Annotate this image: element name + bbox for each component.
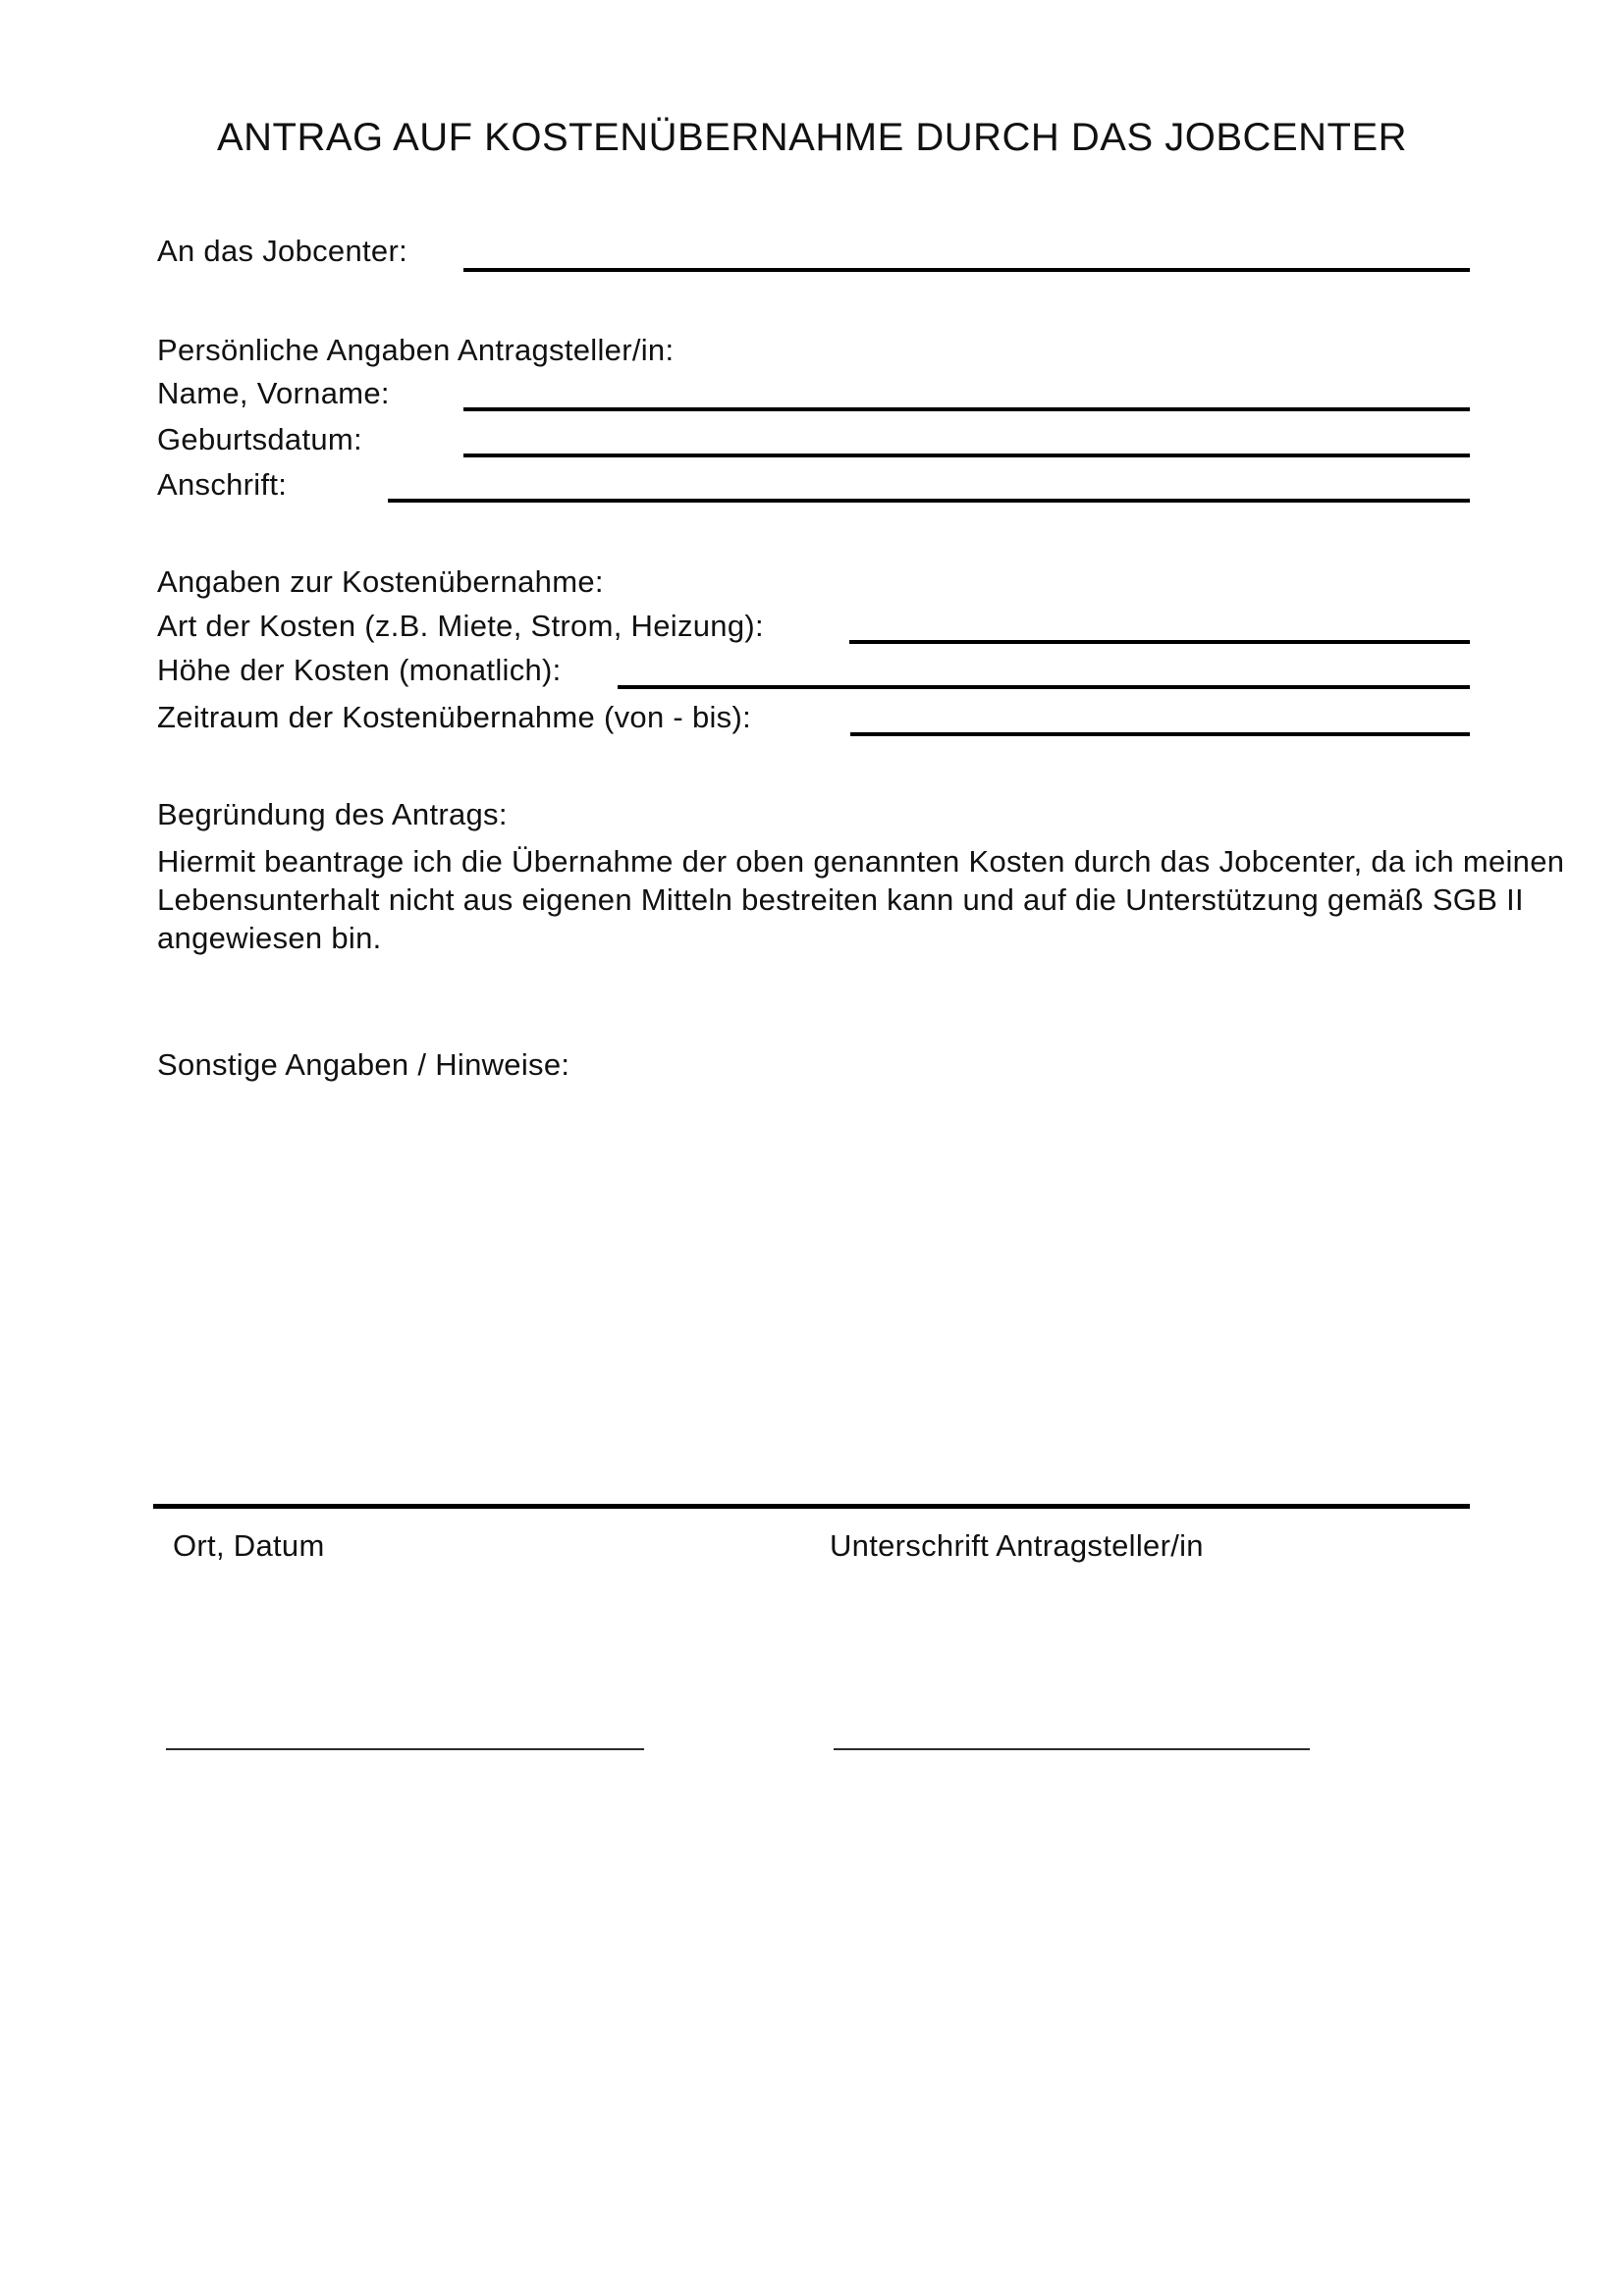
personal-section-heading: Persönliche Angaben Antragsteller/in:	[157, 333, 675, 367]
cost-amount-field-label: Höhe der Kosten (monatlich):	[157, 653, 562, 687]
costs-section-heading: Angaben zur Kostenübernahme:	[157, 564, 604, 599]
page-title: ANTRAG AUF KOSTENÜBERNAHME DURCH DAS JOBCENTER	[216, 116, 1408, 159]
name-field-label: Name, Vorname:	[157, 376, 390, 410]
cost-type-field-label: Art der Kosten (z.B. Miete, Strom, Heizung):	[157, 609, 764, 643]
recipient-label: An das Jobcenter:	[157, 234, 407, 268]
justification-line-3: angewiesen bin.	[157, 921, 382, 955]
other-info-blank-area[interactable]	[157, 1090, 1470, 1472]
birthdate-field-label: Geburtsdatum:	[157, 422, 362, 456]
other-info-heading: Sonstige Angaben / Hinweise:	[157, 1047, 570, 1082]
name-field-line[interactable]	[463, 407, 1470, 411]
signature-separator-line	[153, 1504, 1470, 1509]
birthdate-field-line[interactable]	[463, 454, 1470, 457]
justification-heading: Begründung des Antrags:	[157, 797, 508, 831]
place-date-label: Ort, Datum	[173, 1528, 325, 1563]
justification-line-1: Hiermit beantrage ich die Übernahme der oben genannten Kosten durch das Jobcenter, da ich meinen	[157, 844, 1565, 879]
justification-line-2: Lebensunterhalt nicht aus eigenen Mitteln bestreiten kann und auf die Unterstützung gemäß SGB II	[157, 882, 1524, 917]
cost-period-field-label: Zeitraum der Kostenübernahme (von - bis):	[157, 700, 752, 734]
justification-text	[157, 842, 1565, 957]
cost-period-field-line[interactable]	[850, 732, 1470, 736]
recipient-field-line[interactable]	[463, 268, 1470, 272]
cost-amount-field-line[interactable]	[618, 685, 1470, 689]
signature-label: Unterschrift Antragsteller/in	[830, 1528, 1204, 1563]
address-field-label: Anschrift:	[157, 467, 288, 502]
address-field-line[interactable]	[388, 499, 1470, 503]
place-date-signature-line[interactable]	[166, 1748, 644, 1750]
cost-type-field-line[interactable]	[849, 640, 1470, 644]
applicant-signature-line[interactable]	[834, 1748, 1310, 1750]
